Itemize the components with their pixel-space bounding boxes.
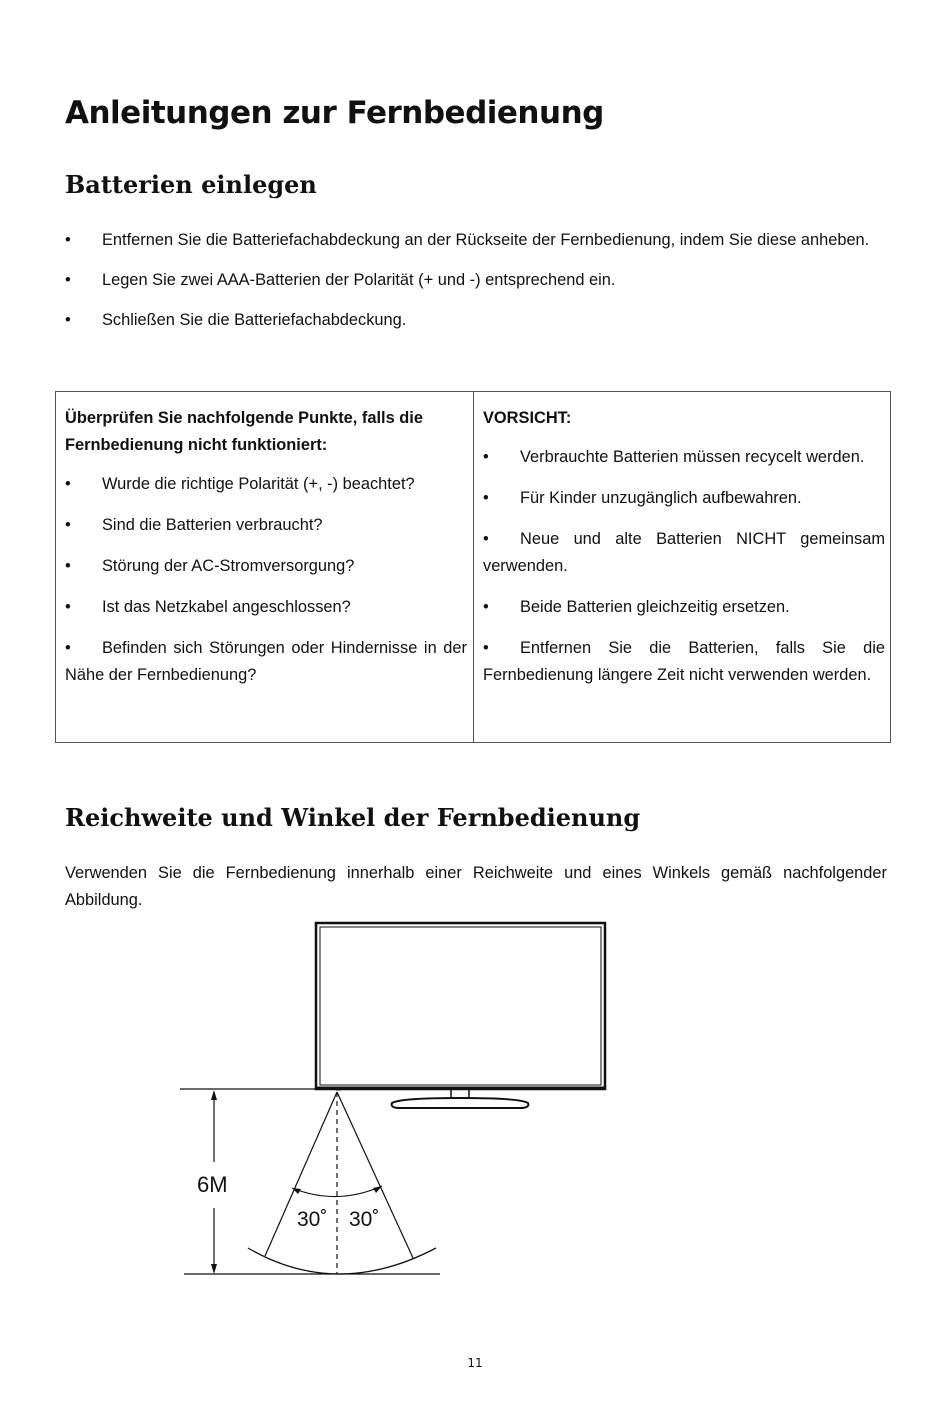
bullet-icon: • xyxy=(65,311,71,329)
bullet-icon: • xyxy=(483,489,489,507)
checklist-item-text: Störung der AC-Stromversorgung? xyxy=(102,557,355,575)
bullet-icon: • xyxy=(65,639,71,657)
bullet-icon: • xyxy=(483,530,489,548)
page-title: Anleitungen zur Fernbedienung xyxy=(65,95,604,131)
checklist-item-text: Befinden sich Störungen oder Hindernisse in der Nähe der Fernbedienung? xyxy=(65,639,467,684)
checklist-item xyxy=(65,512,467,539)
bullet-icon: • xyxy=(65,271,71,289)
caution-item xyxy=(483,444,885,471)
bullet-icon: • xyxy=(65,598,71,616)
list-item-text: Legen Sie zwei AAA-Batterien der Polarität (+ und -) entsprechend ein. xyxy=(102,271,616,289)
checklist-item-text: Sind die Batterien verbraucht? xyxy=(102,516,323,534)
checklist-item xyxy=(65,553,467,580)
checklist-item-text: Wurde die richtige Polarität (+, -) beachtet? xyxy=(102,475,415,493)
list-item-text: Entfernen Sie die Batteriefachabdeckung an der Rückseite der Fernbedienung, indem Sie diese anheben. xyxy=(102,231,870,249)
range-description: Verwenden Sie die Fernbedienung innerhalb einer Reichweite und eines Winkels gemäß nachfolgender Abbildung. xyxy=(65,864,887,909)
battery-instructions-list xyxy=(65,227,887,347)
bullet-icon: • xyxy=(65,231,71,249)
caution-item xyxy=(483,594,885,621)
angle-left-label: 30˚ xyxy=(297,1208,328,1231)
distance-label: 6M xyxy=(197,1172,228,1197)
range-angle-diagram xyxy=(0,915,950,1285)
caution-item-text: Entfernen Sie die Batterien, falls Sie die Fernbedienung längere Zeit nicht verwenden werden. xyxy=(483,639,885,684)
bullet-icon: • xyxy=(65,557,71,575)
list-item-text: Schließen Sie die Batteriefachabdeckung. xyxy=(102,311,407,329)
page-number: 11 xyxy=(467,1356,483,1370)
signal-cone-icon xyxy=(248,1092,436,1274)
checklist-item xyxy=(65,594,467,621)
caution-item xyxy=(483,526,885,580)
bullet-icon: • xyxy=(65,516,71,534)
section-heading-range: Reichweite und Winkel der Fernbedienung xyxy=(65,803,641,832)
bullet-icon: • xyxy=(483,448,489,466)
troubleshooting-table xyxy=(55,391,891,743)
bullet-icon: • xyxy=(65,475,71,493)
bullet-icon: • xyxy=(483,639,489,657)
list-item xyxy=(65,227,887,254)
angle-right-label: 30˚ xyxy=(349,1208,380,1231)
checklist-heading: Überprüfen Sie nachfolgende Punkte, falls die Fernbedienung nicht funktioniert: xyxy=(65,409,423,454)
table-divider xyxy=(473,392,474,742)
caution-item xyxy=(483,485,885,512)
table-right-column xyxy=(483,405,885,703)
checklist-item-text: Ist das Netzkabel angeschlossen? xyxy=(102,598,351,616)
tv-icon xyxy=(316,923,605,1108)
checklist-item xyxy=(65,471,467,498)
caution-item-text: Neue und alte Batterien NICHT gemeinsam verwenden. xyxy=(483,530,885,575)
caution-heading: VORSICHT: xyxy=(483,409,572,427)
caution-item xyxy=(483,635,885,689)
list-item xyxy=(65,267,887,294)
table-left-column xyxy=(65,405,467,703)
caution-item-text: Verbrauchte Batterien müssen recycelt werden. xyxy=(520,448,865,466)
bullet-icon: • xyxy=(483,598,489,616)
caution-item-text: Für Kinder unzugänglich aufbewahren. xyxy=(520,489,802,507)
checklist-item xyxy=(65,635,467,689)
list-item xyxy=(65,307,887,334)
caution-item-text: Beide Batterien gleichzeitig ersetzen. xyxy=(520,598,790,616)
section-heading-batteries: Batterien einlegen xyxy=(65,170,317,199)
